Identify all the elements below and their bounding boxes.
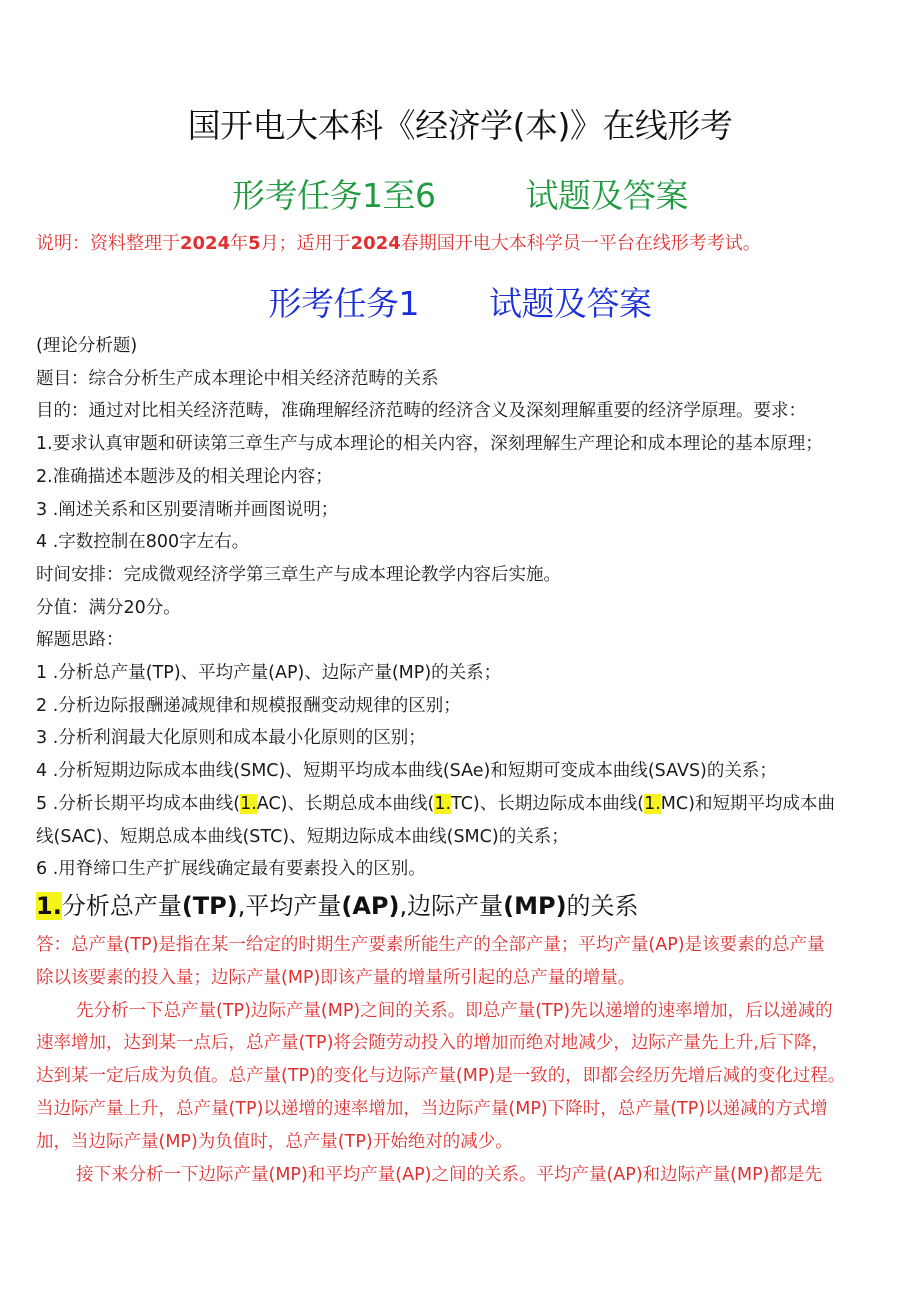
doc-note: [36, 229, 761, 255]
answer-line: 先分析一下总产量(TP)边际产量(MP)之间的关系。即总产量(TP)先以递增的速率增加，后以递减的: [76, 1000, 833, 1021]
section-number: 1.: [36, 892, 62, 920]
answer-line: 速率增加，达到某一点后，总产量(TP)将会随劳动投入的增加而绝对地减少，边际产量先上升,后下降，: [36, 1033, 829, 1054]
section-term: (AP): [341, 892, 400, 920]
note-text: 年: [230, 233, 249, 254]
body-line: 4 .分析短期边际成本曲线(SMC)、短期平均成本曲线(SAe)和短期可变成本曲线(SAVS)的关系；: [36, 761, 777, 782]
task-title-left: 形考任务1: [268, 284, 419, 323]
body-line: 3 .阐述关系和区别要清晰并画图说明；: [36, 499, 339, 520]
line5-text: MC)和短期平均成本曲: [660, 793, 835, 814]
note-text: 说明：资料整理于: [36, 233, 180, 254]
body-line: 3 .分析利润最大化原则和成本最小化原则的区别；: [36, 728, 426, 749]
answer-line: 当边际产量上升，总产量(TP)以递增的速率增加，当边际产量(MP)下降时，总产量(TP)以递减的方式增: [36, 1098, 828, 1119]
section-text: 的关系: [566, 892, 639, 920]
note-text: 月；适用于: [260, 233, 351, 254]
body-line: 2 .分析边际报酬递减规律和规模报酬变动规律的区别；: [36, 695, 461, 716]
highlight-mark: 1.: [434, 793, 452, 814]
body-line: 1 .分析总产量(TP)、平均产量(AP)、边际产量(MP)的关系；: [36, 663, 502, 684]
note-month: 5: [248, 233, 261, 254]
subtitle-right: 试题及答案: [525, 176, 688, 215]
answer-line: 达到某一定后成为负值。总产量(TP)的变化与边际产量(MP)是一致的，即都会经历先增后减的变化过程。: [36, 1066, 846, 1087]
doc-subtitle: [0, 170, 920, 217]
body-line: 分值：满分20分。: [36, 597, 181, 618]
body-line-5: [36, 788, 886, 821]
line5-text: AC)、长期总成本曲线(: [256, 793, 435, 814]
line5-text: TC)、长期边际成本曲线(: [451, 793, 645, 814]
section-text: ,边际产量: [399, 892, 504, 920]
doc-title: 国开电大本科《经济学(本)》在线形考: [187, 106, 733, 145]
body-line: 2.准确描述本题涉及的相关理论内容；: [36, 466, 333, 487]
body-line: 4 .字数控制在800字左右。: [36, 532, 250, 553]
section-text: 分析总产量: [61, 892, 182, 920]
section-term: (MP): [503, 892, 567, 920]
note-year: 2024: [180, 233, 231, 254]
highlight-mark: 1.: [240, 793, 257, 814]
highlight-mark: 1.: [644, 793, 661, 814]
body-line: 时间安排：完成微观经济学第三章生产与成本理论教学内容后实施。: [36, 564, 561, 585]
section-heading: [36, 886, 639, 921]
answer-line: 答：总产量(TP)是指在某一给定的时期生产要素所能生产的全部产量；平均产量(AP)是该要素的总产量: [36, 935, 825, 955]
answer-block: [36, 929, 886, 1191]
line5-text: 5 .分析长期平均成本曲线(: [36, 793, 241, 814]
body-line: 线(SAC)、短期总成本曲线(STC)、短期边际成本曲线(SMC)的关系；: [36, 826, 569, 847]
body-line: (理论分析题): [36, 336, 138, 356]
task-title: [0, 278, 920, 325]
body-line: 6 .用脊缔口生产扩展线确定最有要素投入的区别。: [36, 859, 426, 880]
section-term: (TP): [181, 892, 238, 920]
answer-line: 除以该要素的投入量；边际产量(MP)即该产量的增量所引起的总产量的增量。: [36, 967, 636, 988]
task-body: [36, 330, 886, 886]
body-line: 解题思路：: [36, 630, 124, 651]
note-text: 春期国开电大本科学员一平台在线形考考试。: [400, 233, 761, 254]
answer-line: 加，当边际产量(MP)为负值时，总产量(TP)开始绝对的减少。: [36, 1131, 513, 1152]
answer-line: 接下来分析一下边际产量(MP)和平均产量(AP)之间的关系。平均产量(AP)和边际产量(MP)都是先: [76, 1164, 822, 1185]
note-year: 2024: [350, 233, 401, 254]
body-line: 1.要求认真审题和研读第三章生产与成本理论的相关内容，深刻理解生产理论和成本理论的基本原理；: [36, 434, 823, 455]
subtitle-left: 形考任务1至6: [232, 176, 436, 215]
body-line: 题目：综合分析生产成本理论中相关经济范畴的关系: [36, 368, 439, 389]
section-text: ,平均产量: [237, 892, 342, 920]
body-line: 目的：通过对比相关经济范畴，准确理解经济范畴的经济含义及深刻理解重要的经济学原理。要求：: [36, 401, 806, 422]
task-title-right: 试题及答案: [489, 284, 652, 323]
